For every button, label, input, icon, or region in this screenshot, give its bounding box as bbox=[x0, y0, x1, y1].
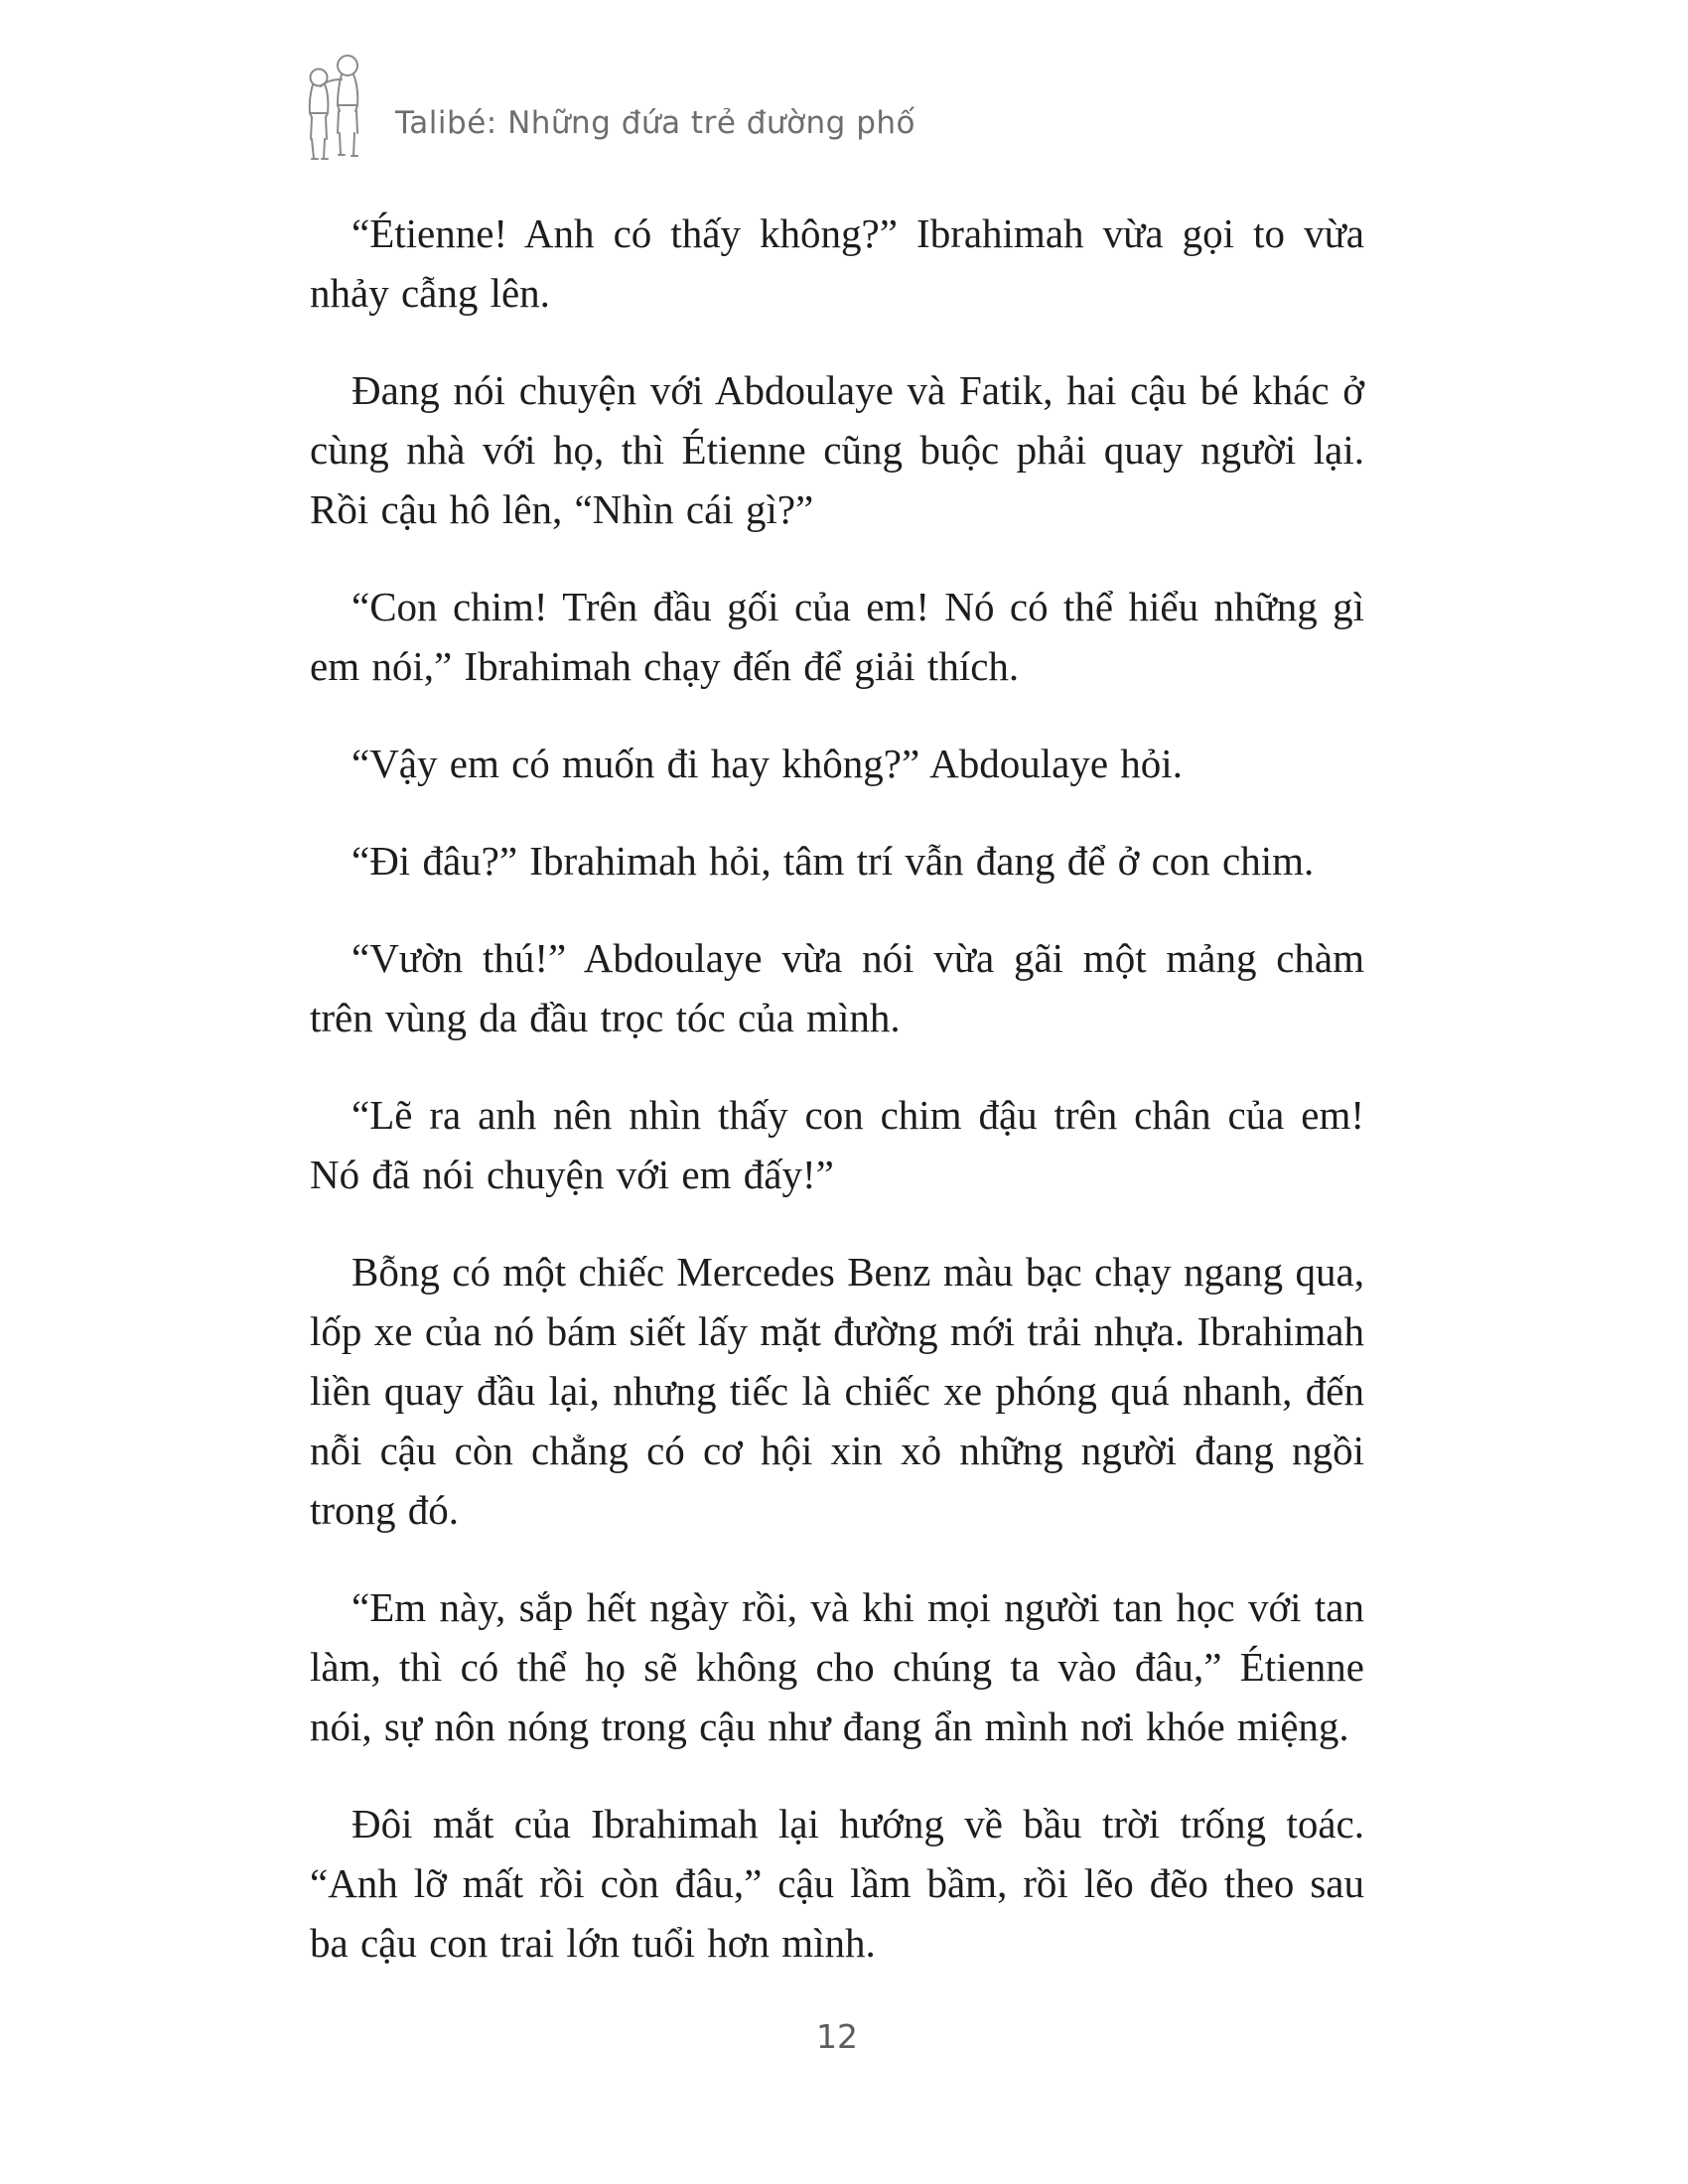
paragraph: “Đi đâu?” Ibrahimah hỏi, tâm trí vẫn đang để ở con chim. bbox=[352, 838, 1315, 884]
running-head-title: Talibé: Những đứa trẻ đường phố bbox=[395, 105, 916, 141]
two-children-illustration-icon bbox=[296, 52, 377, 163]
paragraph: Đôi mắt của Ibrahimah lại hướng về bầu trời trống toác. “Anh lỡ mất rồi còn đâu,” cậu lầm bầm, rồi lẽo đẽo theo sau ba cậu con trai lớn tuổi hơn mình. bbox=[310, 1801, 1364, 1966]
paragraph: “Em này, sắp hết ngày rồi, và khi mọi người tan học với tan làm, thì có thể họ sẽ không cho chúng ta vào đâu,” Étienne nói, sự nôn nóng trong cậu như đang ẩn mình nơi khóe miệng. bbox=[310, 1584, 1364, 1749]
paragraph: Bỗng có một chiếc Mercedes Benz màu bạc chạy ngang qua, lốp xe của nó bám siết lấy mặt đường mới trải nhựa. Ibrahimah liền quay đầu lại, nhưng tiếc là chiếc xe phóng quá nhanh, đến nỗi cậu còn chẳng có cơ hội xin xỏ những người đang ngồi trong đó. bbox=[310, 1249, 1364, 1533]
paragraph: “Con chim! Trên đầu gối của em! Nó có thể hiểu những gì em nói,” Ibrahimah chạy đến để giải thích. bbox=[310, 584, 1364, 689]
page-header bbox=[296, 52, 915, 163]
paragraph: “Vậy em có muốn đi hay không?” Abdoulaye hỏi. bbox=[352, 741, 1183, 786]
paragraph: “Vườn thú!” Abdoulaye vừa nói vừa gãi một mảng chàm trên vùng da đầu trọc tóc của mình. bbox=[310, 935, 1364, 1040]
paragraph: “Étienne! Anh có thấy không?” Ibrahimah vừa gọi to vừa nhảy cẫng lên. bbox=[310, 210, 1364, 316]
body-text bbox=[310, 204, 1364, 1973]
paragraph: Đang nói chuyện với Abdoulaye và Fatik, hai cậu bé khác ở cùng nhà với họ, thì Étienne cũng buộc phải quay người lại. Rồi cậu hô lên, “Nhìn cái gì?” bbox=[310, 367, 1364, 532]
paragraph: “Lẽ ra anh nên nhìn thấy con chim đậu trên chân của em! Nó đã nói chuyện với em đấy!” bbox=[310, 1092, 1364, 1197]
page-number: 12 bbox=[816, 2017, 858, 2056]
